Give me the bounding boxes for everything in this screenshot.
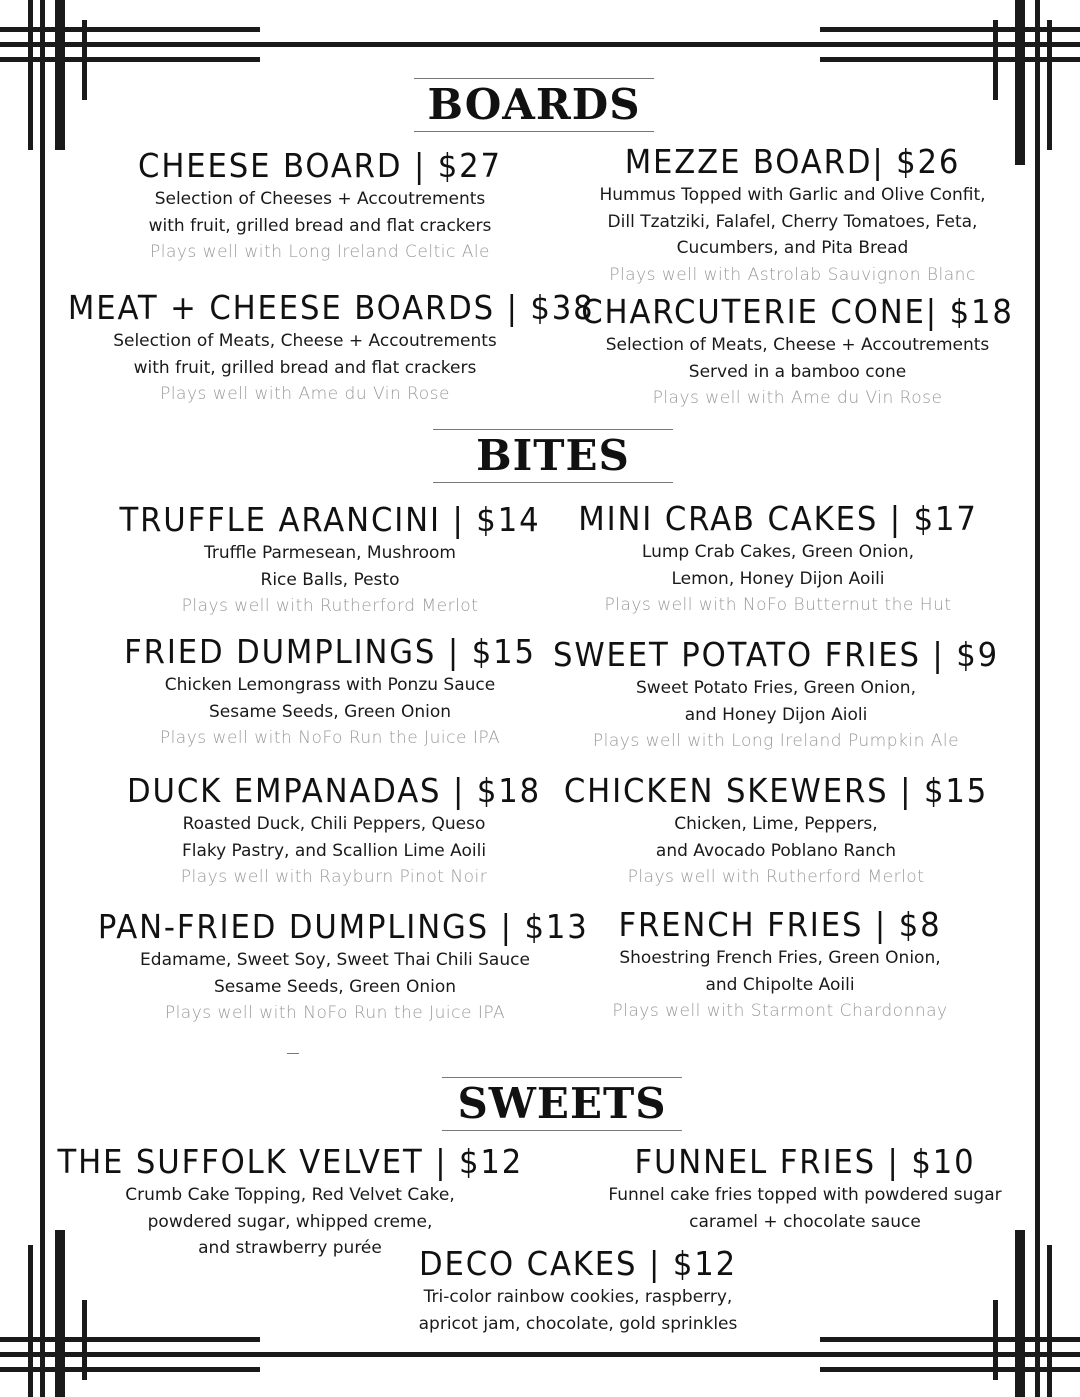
item-pairing: Plays well with Ame du Vin Rose — [160, 384, 450, 404]
frame-line — [1015, 1230, 1025, 1397]
item-description: and Chipolte Aoili — [705, 974, 855, 995]
item-name: DUCK EMPANADAS | $18 — [127, 771, 541, 810]
item-name: MINI CRAB CAKES | $17 — [578, 499, 978, 538]
item-description: Lump Crab Cakes, Green Onion, — [641, 542, 915, 562]
menu-item — [555, 1142, 1055, 1235]
menu-item — [80, 632, 580, 752]
item-description: and Honey Dijon Aioli — [684, 704, 868, 725]
frame-line — [55, 0, 65, 150]
item-description: Truffle Parmesean, Mushroom — [204, 543, 456, 563]
frame-line — [993, 1300, 998, 1380]
frame-line — [820, 57, 1080, 62]
frame-line — [0, 42, 1080, 47]
menu-item — [80, 500, 580, 620]
item-pairing: Plays well with Starmont Chardonnay — [612, 1001, 948, 1021]
menu-item — [526, 771, 1026, 891]
menu-item — [328, 1244, 828, 1337]
item-name: FRENCH FRIES | $8 — [618, 905, 942, 944]
item-description: with fruit, grilled bread and flat crackers — [148, 215, 492, 236]
frame-line — [993, 20, 998, 100]
item-description: powdered sugar, whipped creme, — [147, 1211, 433, 1232]
item-name: FRIED DUMPLINGS | $15 — [124, 632, 536, 671]
item-pairing: Plays well with NoFo Run the Juice IPA — [164, 1003, 506, 1023]
frame-line — [82, 20, 87, 100]
item-description: and strawberry purée — [198, 1238, 382, 1258]
item-description: Sesame Seeds, Green Onion — [208, 701, 452, 722]
item-description: with fruit, grilled bread and flat crackers — [133, 357, 477, 378]
menu-item — [545, 292, 1050, 412]
item-pairing: Plays well with NoFo Butternut the Hut — [604, 595, 952, 615]
item-description: Crumb Cake Topping, Red Velvet Cake, — [125, 1185, 455, 1205]
section-title-boards: BOARDS — [414, 78, 654, 132]
section-title-sweets: SWEETS — [442, 1077, 682, 1131]
item-description: apricot jam, chocolate, gold sprinkles — [418, 1313, 738, 1334]
frame-line — [0, 27, 260, 32]
frame-line — [82, 1300, 87, 1380]
item-description: Funnel cake fries topped with powdered sugar — [608, 1185, 1002, 1205]
item-description: Cucumbers, and Pita Bread — [676, 238, 909, 258]
item-pairing: Plays well with Astrolab Sauvignon Blanc — [609, 264, 976, 285]
menu-item — [545, 142, 1040, 288]
item-description: Chicken, Lime, Peppers, — [674, 814, 878, 834]
item-name: MEAT + CHEESE BOARDS | $38 — [67, 288, 595, 327]
frame-line — [0, 1337, 260, 1342]
frame-line — [1015, 0, 1025, 165]
menu-item — [530, 905, 1030, 1025]
item-name: TRUFFLE ARANCINI | $14 — [119, 500, 541, 539]
item-description: Selection of Cheeses + Accoutrements — [154, 189, 486, 209]
item-description: Flaky Pastry, and Scallion Lime Aoili — [181, 840, 487, 861]
divider — [287, 1053, 299, 1054]
menu-item — [526, 635, 1026, 755]
frame-line — [28, 1245, 33, 1397]
menu-item — [80, 907, 590, 1027]
item-description: Rice Balls, Pesto — [260, 569, 400, 590]
menu-item — [70, 146, 570, 266]
item-description: Served in a bamboo cone — [688, 361, 907, 382]
item-name: DECO CAKES | $12 — [418, 1244, 737, 1283]
item-description: caramel + chocolate sauce — [689, 1211, 921, 1232]
item-description: Selection of Meats, Cheese + Accoutrements — [605, 335, 990, 355]
item-description: Lemon, Honey Dijon Aoili — [671, 568, 885, 589]
item-name: MEZZE BOARD| $26 — [624, 142, 961, 181]
frame-line — [28, 0, 33, 150]
item-description: Dill Tzatziki, Falafel, Cherry Tomatoes, Feta, — [607, 211, 978, 232]
item-description: Shoestring French Fries, Green Onion, — [619, 948, 941, 968]
item-name: THE SUFFOLK VELVET | $12 — [57, 1142, 524, 1181]
item-pairing: Plays well with Rutherford Merlot — [181, 596, 479, 616]
frame-line — [0, 57, 260, 62]
item-pairing: Plays well with Rayburn Pinot Noir — [180, 867, 488, 887]
menu-item — [50, 288, 595, 408]
item-description: Selection of Meats, Cheese + Accoutrements — [113, 331, 497, 351]
item-description: Sweet Potato Fries, Green Onion, — [635, 678, 916, 698]
item-description: and Avocado Poblano Ranch — [655, 840, 897, 861]
item-pairing: Plays well with Rutherford Merlot — [627, 867, 925, 887]
section-title-bites: BITES — [433, 429, 673, 483]
frame-line — [820, 1367, 1080, 1372]
item-description: Edamame, Sweet Soy, Sweet Thai Chili Sauce — [140, 950, 530, 970]
item-name: CHICKEN SKEWERS | $15 — [563, 771, 989, 810]
item-pairing: Plays well with Long Ireland Pumpkin Ale — [592, 731, 960, 751]
item-name: PAN-FRIED DUMPLINGS | $13 — [97, 907, 589, 946]
item-name: CHEESE BOARD | $27 — [138, 146, 502, 185]
frame-line — [820, 1337, 1080, 1342]
frame-line — [0, 1367, 260, 1372]
frame-line — [0, 1352, 1080, 1357]
item-pairing: Plays well with Ame du Vin Rose — [652, 388, 943, 408]
item-name: SWEET POTATO FRIES | $9 — [553, 635, 999, 674]
item-pairing: Plays well with NoFo Run the Juice IPA — [159, 728, 501, 748]
frame-line — [820, 27, 1080, 32]
item-description: Chicken Lemongrass with Ponzu Sauce — [164, 675, 496, 695]
frame-line — [1047, 20, 1052, 150]
menu-item — [528, 499, 1028, 619]
item-description: Sesame Seeds, Green Onion — [213, 976, 457, 997]
item-description: Tri-color rainbow cookies, raspberry, — [423, 1287, 733, 1307]
menu-item — [84, 771, 584, 891]
item-pairing: Plays well with Long Ireland Celtic Ale — [149, 242, 491, 262]
item-description: Hummus Topped with Garlic and Olive Confit, — [599, 185, 986, 205]
item-name: FUNNEL FRIES | $10 — [634, 1142, 976, 1181]
frame-line — [1047, 1245, 1052, 1397]
item-description: Roasted Duck, Chili Peppers, Queso — [182, 814, 486, 834]
item-name: CHARCUTERIE CONE| $18 — [581, 292, 1014, 331]
